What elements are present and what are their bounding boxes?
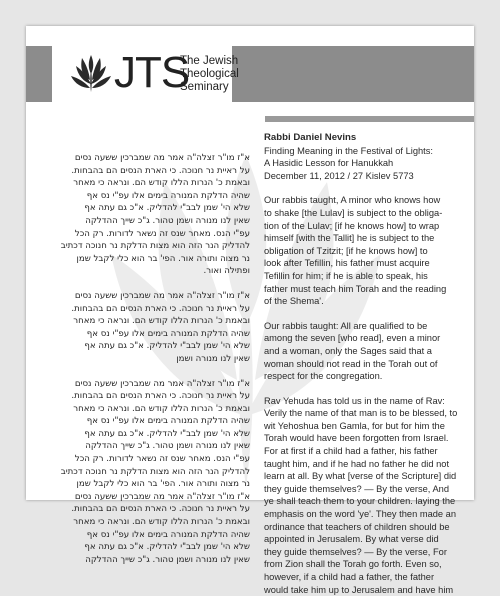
hebrew-text-line: עפ"י הנס. מאחר שנס זה נשאר לדורות. רק הכל [74,454,250,465]
english-text-line: Rav Yehuda has told us in the name of Rav: [264,395,445,406]
hebrew-text-line: א"ז מו"ר זצלה"ה אמר מה שמברכין ששעה נסים [74,290,250,301]
article-title-line: Finding Meaning in the Festival of Lights: [264,145,433,156]
english-paragraph [264,320,464,383]
hebrew-paragraph [54,152,250,278]
english-text-line: learn at all. By what [verse of the Scripture] did [264,471,457,482]
english-text-line: taught him, and if he had no father he did not [264,458,450,469]
hebrew-text-line: שלא הי' שמן לבב"י להדליק. א"כ גם עתה אף [84,341,250,352]
english-text-line: ordinance that teachers of children should be [264,521,450,532]
logo-name-line: The Jewish [180,55,239,67]
hebrew-paragraph [54,290,250,366]
title-accent-band [265,116,474,122]
english-text-line: tion of the Lulav; [if he knows how] to wrap [264,220,440,231]
hebrew-text-line: עפ"י הנס. מאחר שנס זה נשאר לדורות. רק הכל [74,228,250,239]
english-text-line: among the seven [who read], even a minor [264,333,441,344]
hebrew-text-line: שהיה הדלקת המנורה בימים אלו עפ"י נס אף [86,416,250,427]
hebrew-text-line: שהיה הדלקת המנורה בימים אלו עפ"י נס אף [86,190,250,201]
english-text-line: himself [with the Tallit] he is subject to the [264,233,435,244]
hebrew-text-line: שלא הי' שמן לבב"י להדליק. א"כ גם עתה אף [84,428,250,439]
english-text-line: from Zion shall the Torah go forth. Even so, [264,559,442,570]
english-text-line: Verily the name of that man is to be blessed, to [264,408,458,419]
burning-bush-icon [70,54,112,94]
hebrew-text-line: נר מצוה ותורה אור. הפי' בר הוא כלי לקבל שמן [76,479,250,490]
english-text-column [264,132,464,596]
hebrew-text-line: א"ז מו"ר זצלה"ה אמר מה שמברכין ששעה נסים [74,153,250,163]
hebrew-paragraph [54,378,250,567]
english-text-line: to shake [the Lulav] is subject to the obliga- [264,207,443,218]
english-text-line: they guide themselves? — By the verse, And [264,483,450,494]
hebrew-text-line: שהיה הדלקת המנורה בימים אלו עפ"י נס אף [86,529,250,540]
english-text-line: of the Shema'. [264,296,324,307]
hebrew-text-line: שאין לנו מנורה ושמן טהור. ג"כ שייך ההדלקה [85,215,250,226]
english-text-line: emphasis on the word 'ye'. They then made an [264,509,457,520]
english-paragraph [264,395,464,596]
english-text-line: Our rabbis taught: All are qualified to be [264,320,428,331]
english-text-line: Torah would have been forgotten from Israel. [264,433,449,444]
hebrew-text-line: להדליק הנר הזה הוא מצות הדלקת נר חנוכה דכתיב [60,466,250,477]
hebrew-text-line: נר מצוה ותורה אור. הפי' בר הוא כלי לקבל שמן [76,253,250,264]
english-text-line: appointed in Jerusalem. By what verse did [264,534,439,545]
article-header [264,132,464,182]
hebrew-text-line: א"ז מו"ר זצלה"ה אמר מה שמברכין ששעה נסים [74,491,250,502]
english-text-line: they guide themselves? — By the verse, For [264,546,447,557]
logo-wordmark: JTS [114,48,190,97]
logo-name-line: Theological [180,68,239,80]
english-text-line: father must teach him Torah and the reading [264,283,447,294]
logo-name-line: Seminary [180,81,229,93]
hebrew-text-line: ובאמת כ' הנרות הללו קודש הם. ונראה כי מאחר [73,178,250,189]
english-text-line: wit Yehoshua ben Gamla, for but for him the [264,420,445,431]
english-text-line: would take him up to Jerusalem and have him [264,584,454,595]
english-text-line: respect for the congregation. [264,371,383,382]
hebrew-text-line: על ראיית נר חנוכה. כי הארת הנסים הם בהבחות. [71,504,250,515]
article-date: December 11, 2012 / 27 Kislev 5773 [264,170,414,181]
english-paragraph [264,194,464,307]
hebrew-text-line: שאין לנו מנורה ושמן [176,353,250,364]
hebrew-text-line: שלא הי' שמן לבב"י להדליק. א"כ גם עתה אף [84,203,250,214]
hebrew-text-line: על ראיית נר חנוכה. כי הארת הנסים הם בהבחות. [71,303,250,314]
english-text-line: obligation of Tzitzit; [if he knows how] to [264,245,428,256]
english-paragraphs [264,194,464,596]
hebrew-text-line: שאין לנו מנורה ושמן טהור. ג"כ שייך ההדלקה [85,441,250,452]
hebrew-text-line: ובאמת כ' הנרות הללו קודש הם. ונראה כי מאחר [73,316,250,327]
hebrew-text-line: שהיה הדלקת המנורה בימים אלו עפ"י נס אף [86,328,250,339]
hebrew-text-line: ובאמת כ' הנרות הללו קודש הם. ונראה כי מאחר [73,403,250,414]
english-text-line: woman should not read in the Torah out of [264,358,438,369]
hebrew-text-line: על ראיית נר חנוכה. כי הארת הנסים הם בהבחות. [71,391,250,402]
hebrew-text-line: ופתילה ואור. [203,266,250,277]
english-text-line: however, if a child had a father, the father [264,572,435,582]
english-text-line: Our rabbis taught, A minor who knows how [264,195,441,206]
hebrew-text-line: ובאמת כ' הנרות הללו קודש הם. ונראה כי מאחר [73,517,250,528]
logo-institution-name [180,55,270,94]
hebrew-text-line: שלא הי' שמן לבב"י להדליק. א"כ גם עתה אף [84,542,250,553]
document-page [26,26,474,595]
hebrew-text-line: שאין לנו מנורה ושמן טהור. ג"כ שייך ההדלקה [85,554,250,565]
english-text-line: Tefillin for him; if he is able to speak, his [264,270,428,281]
english-text-line: For at first if a child had a father, his father [264,446,438,457]
english-text-line: and a woman, only the Sages said that a [264,345,432,356]
hebrew-text-column [54,152,250,578]
article-title-line: A Hasidic Lesson for Hanukkah [264,158,394,169]
hebrew-text-line: להדליק הנר הזה הוא מצות הדלקת נר חנוכה דכתיב [60,241,250,252]
author-name: Rabbi Daniel Nevins [264,132,357,143]
english-text-line: ye shall teach them to your children. laying the [264,496,456,507]
hebrew-text-line: א"ז מו"ר זצלה"ה אמר מה שמברכין ששעה נסים [74,378,250,389]
hebrew-text-line: על ראיית נר חנוכה. כי הארת הנסים הם בהבחות. [71,165,250,176]
english-text-line: look after Tefillin, his father must acquire [264,258,430,269]
